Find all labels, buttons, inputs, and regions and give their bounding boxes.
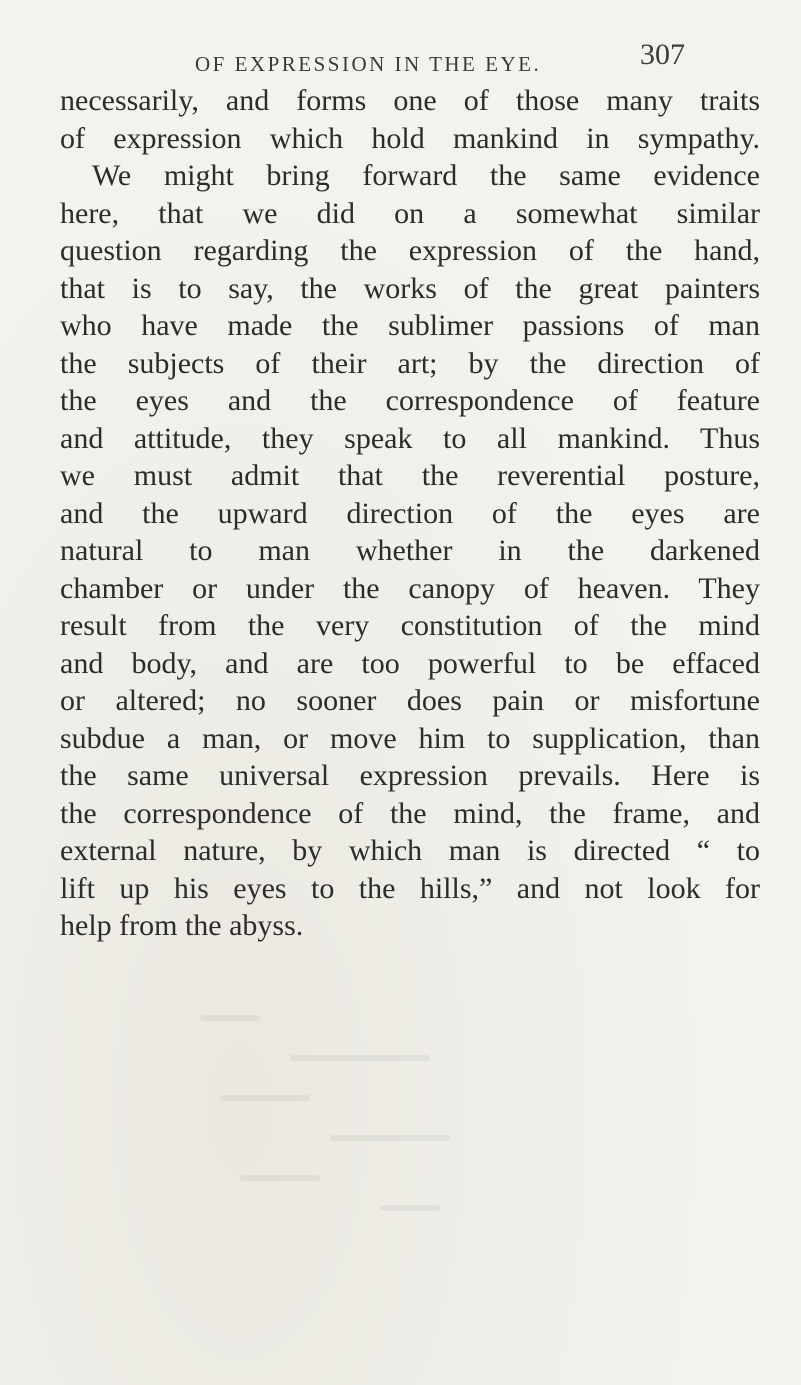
text-line: or altered; no sooner does pain or misfortune bbox=[60, 684, 760, 717]
page-number: 307 bbox=[640, 38, 685, 71]
text-line: lift up his eyes to the hills,” and not look for bbox=[60, 871, 760, 905]
text-line-last: help from the abyss. bbox=[60, 909, 304, 942]
text-line: question regarding the expression of the hand, bbox=[60, 234, 760, 267]
text-line: and attitude, they speak to all mankind. Thus bbox=[60, 421, 760, 455]
text-line: We might bring forward the same evidence bbox=[92, 159, 760, 192]
text-line: the subjects of their art; by the direction of bbox=[60, 346, 760, 380]
text-line: and body, and are too powerful to be effaced bbox=[60, 646, 760, 680]
show-through-texture bbox=[180, 1005, 600, 1225]
text-line: result from the very constitution of the mind bbox=[60, 609, 760, 642]
body-paragraph bbox=[60, 82, 760, 945]
text-line: that is to say, the works of the great painters bbox=[60, 271, 760, 305]
text-line: external nature, by which man is directed “ to bbox=[60, 834, 760, 867]
text-line: chamber or under the canopy of heaven. They bbox=[60, 571, 760, 605]
text-line: here, that we did on a somewhat similar bbox=[60, 196, 760, 230]
text-line: of expression which hold mankind in sympathy. bbox=[60, 121, 760, 155]
running-title: OF EXPRESSION IN THE EYE. bbox=[195, 52, 542, 76]
text-line: subdue a man, or move him to supplication, than bbox=[60, 721, 760, 755]
text-line: and the upward direction of the eyes are bbox=[60, 496, 760, 530]
text-line: who have made the sublimer passions of man bbox=[60, 309, 760, 342]
text-line: the same universal expression prevails. Here is bbox=[60, 759, 760, 792]
text-line: the correspondence of the mind, the frame, and bbox=[60, 796, 760, 830]
running-head bbox=[0, 38, 801, 78]
text-line: necessarily, and forms one of those many traits bbox=[60, 84, 760, 117]
text-line: we must admit that the reverential posture, bbox=[60, 459, 760, 492]
text-line: natural to man whether in the darkened bbox=[60, 534, 760, 567]
text-line: the eyes and the correspondence of feature bbox=[60, 384, 760, 417]
